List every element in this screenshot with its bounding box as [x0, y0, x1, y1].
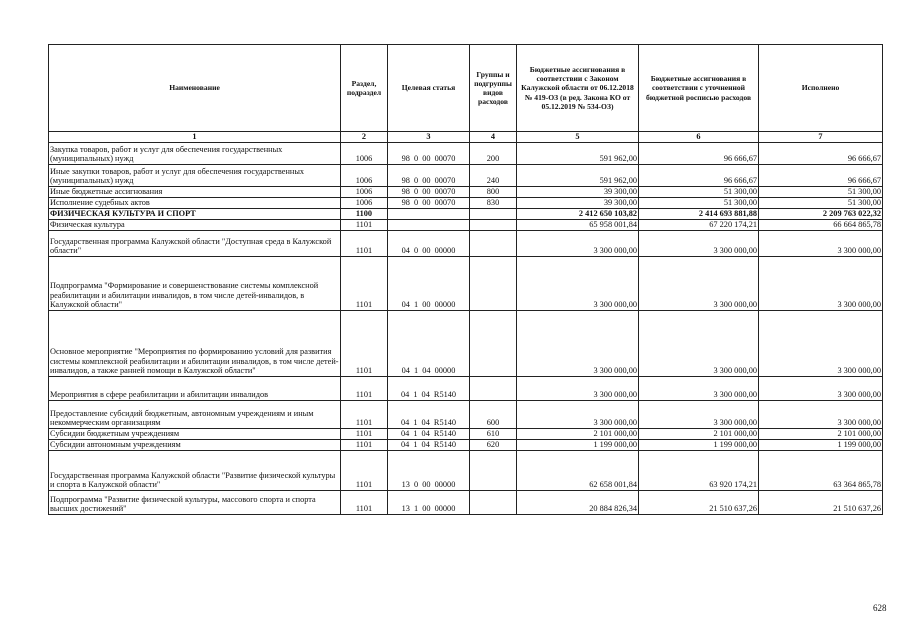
row-group: 200 — [470, 143, 517, 165]
row-target: 04 1 04 R5140 — [388, 429, 470, 440]
column-number: 7 — [759, 132, 883, 143]
row-refined: 1 199 000,00 — [639, 440, 759, 451]
table-row — [49, 451, 883, 491]
row-group — [470, 220, 517, 231]
row-law: 65 958 001,84 — [517, 220, 639, 231]
row-executed: 96 666,67 — [759, 165, 883, 187]
row-section: 1101 — [341, 257, 388, 311]
row-law: 3 300 000,00 — [517, 377, 639, 401]
table-row — [49, 401, 883, 429]
table-row — [49, 257, 883, 311]
row-law: 2 101 000,00 — [517, 429, 639, 440]
column-number-row — [49, 132, 883, 143]
row-target: 98 0 00 00070 — [388, 165, 470, 187]
column-number: 2 — [341, 132, 388, 143]
row-section: 1101 — [341, 429, 388, 440]
row-name: Субсидии автономным учреждениям — [49, 440, 341, 451]
row-target: 04 1 04 00000 — [388, 311, 470, 377]
row-target: 04 1 04 R5140 — [388, 440, 470, 451]
row-section: 1101 — [341, 401, 388, 429]
header-target: Целевая статья — [388, 45, 470, 132]
row-section: 1006 — [341, 198, 388, 209]
row-name: Субсидии бюджетным учреждениям — [49, 429, 341, 440]
row-name: Государственная программа Калужской области "Развитие физической культуры и спорта в Калужской области" — [49, 451, 341, 491]
row-section: 1101 — [341, 220, 388, 231]
row-section: 1101 — [341, 451, 388, 491]
row-name: Предоставление субсидий бюджетным, автономным учреждениям и иным некоммерческим организациям — [49, 401, 341, 429]
table-row — [49, 377, 883, 401]
row-name: Мероприятия в сфере реабилитации и абилитации инвалидов — [49, 377, 341, 401]
row-group: 830 — [470, 198, 517, 209]
row-target: 98 0 00 00070 — [388, 198, 470, 209]
row-name: ФИЗИЧЕСКАЯ КУЛЬТУРА И СПОРТ — [49, 209, 341, 220]
row-refined: 2 101 000,00 — [639, 429, 759, 440]
row-section: 1101 — [341, 491, 388, 515]
row-refined: 3 300 000,00 — [639, 231, 759, 257]
table-row — [49, 209, 883, 220]
column-number: 4 — [470, 132, 517, 143]
row-refined: 2 414 693 881,88 — [639, 209, 759, 220]
row-group — [470, 231, 517, 257]
row-executed: 3 300 000,00 — [759, 311, 883, 377]
table-row — [49, 198, 883, 209]
row-refined: 63 920 174,21 — [639, 451, 759, 491]
row-name: Иные закупки товаров, работ и услуг для обеспечения государственных (муниципальных) нужд — [49, 165, 341, 187]
row-group: 800 — [470, 187, 517, 198]
row-refined: 3 300 000,00 — [639, 377, 759, 401]
row-target — [388, 209, 470, 220]
row-law: 62 658 001,84 — [517, 451, 639, 491]
row-target — [388, 220, 470, 231]
row-refined: 3 300 000,00 — [639, 257, 759, 311]
row-name: Закупка товаров, работ и услуг для обеспечения государственных (муниципальных) нужд — [49, 143, 341, 165]
row-target: 13 0 00 00000 — [388, 451, 470, 491]
table-row — [49, 231, 883, 257]
header-group: Группы и подгруппы видов расходов — [470, 45, 517, 132]
row-name: Подпрограмма "Развитие физической культуры, массового спорта и спорта высших достижений" — [49, 491, 341, 515]
row-executed: 66 664 865,78 — [759, 220, 883, 231]
header-section: Раздел, подраздел — [341, 45, 388, 132]
header-row — [49, 45, 883, 132]
table-row — [49, 491, 883, 515]
row-refined: 51 300,00 — [639, 187, 759, 198]
row-executed: 3 300 000,00 — [759, 257, 883, 311]
row-section: 1006 — [341, 143, 388, 165]
row-executed: 2 209 763 022,32 — [759, 209, 883, 220]
row-executed: 2 101 000,00 — [759, 429, 883, 440]
row-group — [470, 451, 517, 491]
row-target: 98 0 00 00070 — [388, 187, 470, 198]
row-name: Подпрограмма "Формирование и совершенствование системы комплексной реабилитации и абилитации инвалидов, в том числе детей-инвалидов, в Калужской области" — [49, 257, 341, 311]
row-section: 1101 — [341, 440, 388, 451]
budget-document — [48, 44, 882, 515]
row-name: Государственная программа Калужской области "Доступная среда в Калужской области" — [49, 231, 341, 257]
row-name: Исполнение судебных актов — [49, 198, 341, 209]
row-group — [470, 377, 517, 401]
row-law: 591 962,00 — [517, 143, 639, 165]
row-law: 39 300,00 — [517, 198, 639, 209]
row-group: 240 — [470, 165, 517, 187]
row-target: 04 1 04 R5140 — [388, 401, 470, 429]
row-name: Физическая культура — [49, 220, 341, 231]
row-section: 1006 — [341, 187, 388, 198]
row-law: 3 300 000,00 — [517, 257, 639, 311]
row-target: 04 1 00 00000 — [388, 257, 470, 311]
header-refined: Бюджетные ассигнования в соответствии с уточненной бюджетной росписью расходов — [639, 45, 759, 132]
row-law: 20 884 826,34 — [517, 491, 639, 515]
row-executed: 51 300,00 — [759, 198, 883, 209]
row-name: Основное мероприятие "Мероприятия по формированию условий для развития системы комплексной реабилитации и абилитации инвалидов, в том числе детей-инвалидов, а также ранней помощи в Калужской области" — [49, 311, 341, 377]
row-section: 1101 — [341, 311, 388, 377]
row-group — [470, 311, 517, 377]
header-law: Бюджетные ассигнования в соответствии с Законом Калужской области от 06.12.2018 № 419-ОЗ (в ред. Закона КО от 05.12.2019 № 534-ОЗ) — [517, 45, 639, 132]
table-row — [49, 220, 883, 231]
row-group: 600 — [470, 401, 517, 429]
header-executed: Исполнено — [759, 45, 883, 132]
row-executed: 51 300,00 — [759, 187, 883, 198]
row-section: 1006 — [341, 165, 388, 187]
column-number: 3 — [388, 132, 470, 143]
row-law: 39 300,00 — [517, 187, 639, 198]
row-refined: 3 300 000,00 — [639, 311, 759, 377]
row-target: 13 1 00 00000 — [388, 491, 470, 515]
row-law: 3 300 000,00 — [517, 311, 639, 377]
table-row — [49, 143, 883, 165]
row-group: 610 — [470, 429, 517, 440]
row-refined: 21 510 637,26 — [639, 491, 759, 515]
row-executed: 3 300 000,00 — [759, 231, 883, 257]
row-executed: 3 300 000,00 — [759, 401, 883, 429]
row-refined: 3 300 000,00 — [639, 401, 759, 429]
row-executed: 3 300 000,00 — [759, 377, 883, 401]
row-refined: 96 666,67 — [639, 165, 759, 187]
row-target: 04 1 04 R5140 — [388, 377, 470, 401]
row-section: 1101 — [341, 377, 388, 401]
row-group — [470, 209, 517, 220]
row-law: 1 199 000,00 — [517, 440, 639, 451]
row-group: 620 — [470, 440, 517, 451]
table-row — [49, 187, 883, 198]
row-section: 1101 — [341, 231, 388, 257]
row-name: Иные бюджетные ассигнования — [49, 187, 341, 198]
header-name: Наименование — [49, 45, 341, 132]
table-row — [49, 311, 883, 377]
row-law: 3 300 000,00 — [517, 231, 639, 257]
row-group — [470, 257, 517, 311]
row-target: 04 0 00 00000 — [388, 231, 470, 257]
table-row — [49, 429, 883, 440]
column-number: 1 — [49, 132, 341, 143]
row-section: 1100 — [341, 209, 388, 220]
row-executed: 1 199 000,00 — [759, 440, 883, 451]
row-refined: 67 220 174,21 — [639, 220, 759, 231]
row-target: 98 0 00 00070 — [388, 143, 470, 165]
row-executed: 21 510 637,26 — [759, 491, 883, 515]
column-number: 5 — [517, 132, 639, 143]
row-group — [470, 491, 517, 515]
row-law: 3 300 000,00 — [517, 401, 639, 429]
row-law: 2 412 650 103,82 — [517, 209, 639, 220]
row-law: 591 962,00 — [517, 165, 639, 187]
page-number: 628 — [873, 603, 887, 613]
table-row — [49, 165, 883, 187]
row-refined: 96 666,67 — [639, 143, 759, 165]
row-executed: 63 364 865,78 — [759, 451, 883, 491]
row-executed: 96 666,67 — [759, 143, 883, 165]
budget-table — [48, 44, 883, 515]
column-number: 6 — [639, 132, 759, 143]
row-refined: 51 300,00 — [639, 198, 759, 209]
table-row — [49, 440, 883, 451]
